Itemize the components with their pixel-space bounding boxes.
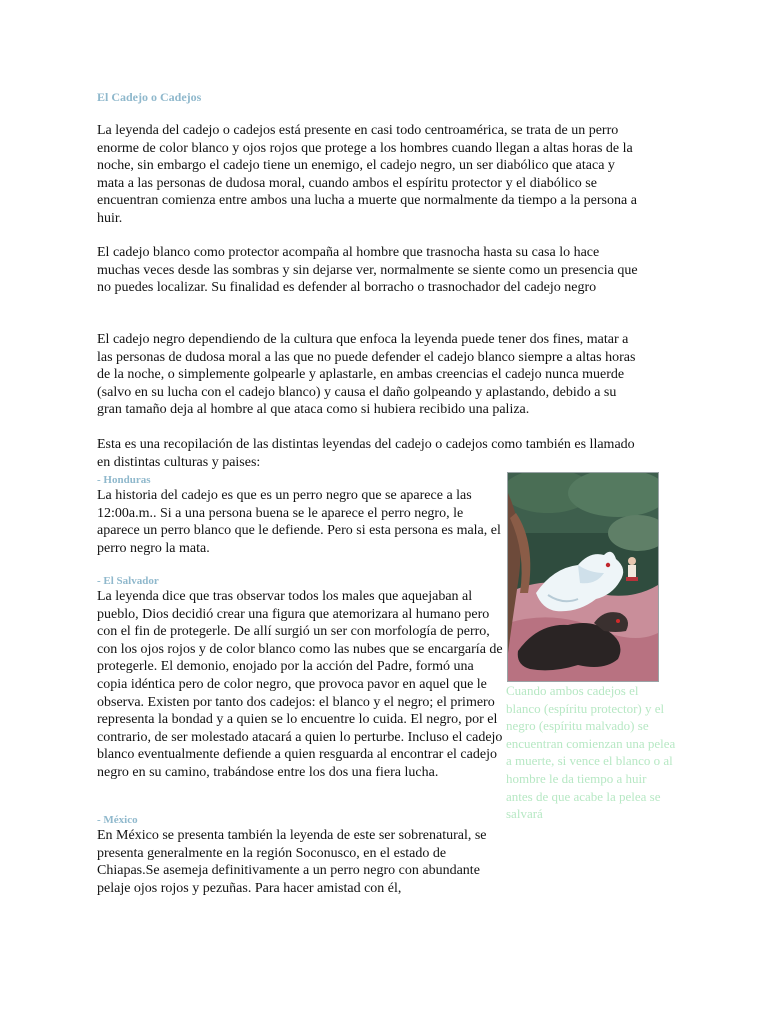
section-heading-honduras: - Honduras — [97, 474, 151, 486]
black-cadejo-paragraph: El cadejo negro dependiendo de la cultura que enfoca la leyenda puede tener dos fines, matar a las personas de dudosa moral a las que no puede defender el cadejo blanco siempre a altas horas de la noche, o simplemente golpearle y aplastarle, en ambas creencias el cadejo nunca muerde (salvo en su lucha con el cadejo blanco) y causa el daño golpeando y aplastando, debido a su gran tamaño deja al hombre al que ataca como si hubiera recibido una paliza. — [97, 332, 636, 418]
cadejo-illustration — [507, 472, 659, 682]
document-title: El Cadejo o Cadejos — [97, 90, 202, 104]
white-cadejo-paragraph: El cadejo blanco como protector acompaña al hombre que trasnocha hasta su casa lo hace muchas veces desde las sombras y sin dejarse ver, normalmente se siente como un presencia que no puedes localizar. Su finalidad es defender al borracho o trasnochador del cadejo negro — [97, 245, 638, 296]
section-heading-mexico: - México — [97, 814, 138, 826]
section-text-el-salvador: La leyenda dice que tras observar todos los males que aquejaban al pueblo, Dios decidió crear una figura que atemorizara al humano pero con el fin de protegerle. De allí surgió un ser con morfología de perro, con los ojos rojos y de color blanco como las nubes que se encargaría de protegerle. El demonio, enojado por la acción del Padre, formó una copia idéntica pero de color negro, que provoca pavor en aquel que le observa. Existen por tanto dos cadejos: el blanco y el negro; el primero representa la bondad y a quien se lo encuentre lo cuida. El negro, por el contrario, de ser molestado atacará a quien lo perturbe. Incluso el cadejo blanco eventualmente defiende a quien resguarda al encontrar el cadejo negro en su camino, trabándose entre los dos una fiera lucha. — [97, 589, 503, 780]
section-heading-el-salvador: - El Salvador — [97, 575, 159, 587]
section-text-mexico: En México se presenta también la leyenda de este ser sobrenatural, se presenta generalmente en la región Soconusco, en el estado de Chiapas.Se asemeja definitivamente a un perro negro con abundante pelaje ojos rojos y pezuñas. Para hacer amistad con él, — [97, 828, 487, 896]
compilation-paragraph: Esta es una recopilación de las distintas leyendas del cadejo o cadejos como también es llamado en distintas culturas y paises: — [97, 437, 635, 470]
figure-caption: Cuando ambos cadejos el blanco (espíritu protector) y el negro (espíritu malvado) se encuentran comienzan una pelea a muerte, si vence el blanco o al hombre le da tiempo a huir antes de que acabe la pelea se salvará — [506, 683, 676, 822]
section-text-honduras: La historia del cadejo es que es un perro negro que se aparece a las 12:00a.m.. Si a una persona buena se le aparece el perro negro, le aparece un perro blanco que le defiende. Pero si esta persona es mala, el perro negro la mata. — [97, 488, 501, 556]
intro-paragraph: La leyenda del cadejo o cadejos está presente en casi todo centroamérica, se trata de un perro enorme de color blanco y ojos rojos que protege a los hombres cuando llegan a altas horas de la noche, sin embargo el cadejo tiene un enemigo, el cadejo negro, un ser diabólico que ataca y mata a las personas de dudosa moral, cuando ambos el espíritu protector y el diabólico se encuentran comienza entre ambos una lucha a muerte que normalmente da tiempo a la persona a huir. — [97, 123, 637, 226]
